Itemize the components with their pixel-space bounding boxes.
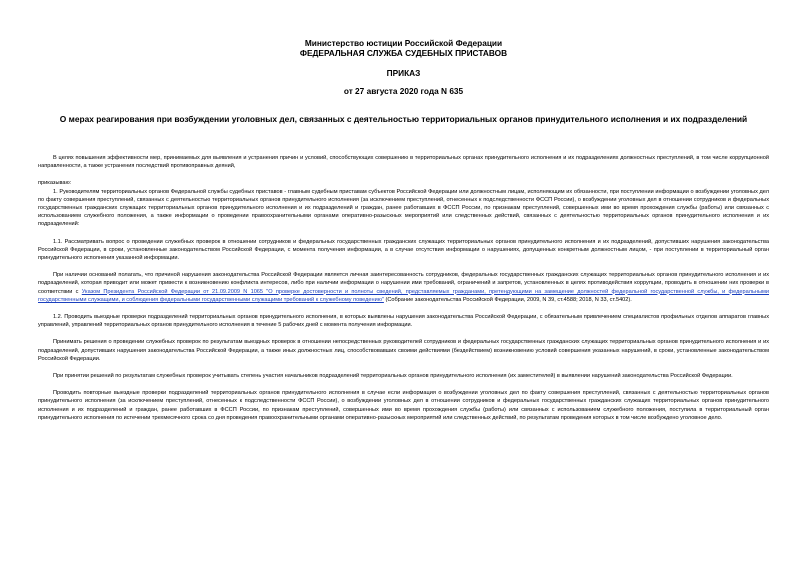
paragraph-1-2-repeat-checks: Проводить повторные выездные проверки подразделений территориальных органов принудительного исполнения в случае если информация о возбуждении уголовных дел по факту совершения преступлений, связанных с деятельностью территориальных органов принудительного исполнения (за исключением преступлений, отнесенных к подследственности ФССП России), о возбуждении уголовных дел в отношении сотрудников и федеральных государственных гражданских служащих территориальных органов принудительного исполнения и их подразделений и граждан, ранее работавших в ФССП России, по признакам преступлений, совершенных ими во время прохождения службы (работы) или связанных с использованием служебного положения, поступила в территориальный орган принудительного исполнения по истечении трехмесячного срока со дня проведения правоохранительными органами оперативно-разыскных мероприятий или следственных действий, по результатам проведения которых в том числе возбуждено уголовное дело.	[38, 390, 769, 421]
paragraph-1: 1. Руководителям территориальных органов Федеральной службы судебных приставов - главным судебным приставам субъектов Российской Федерации или должностным лицам, исполняющим их обязанности, при поступлении информации о возбуждении уголовных дел по факту совершения преступлений, связанных с деятельностью территориальных органов принудительного исполнения (за исключением преступлений, отнесенных к подследственности ФССП России), о возбуждении уголовных дел в отношении сотрудников и федеральных государственных гражданских служащих территориальных органов принудительного исполнения и их подразделений и граждан, ранее работавших в ФССП России, по признакам преступлений, совершенных ими во время прохождения службы (работы) или связанных с использованием служебного положения, а также информации о проведении правоохранительными органами оперативно-разыскных мероприятий или следственных действий, связанных с деятельностью территориальных органов принудительного исполнения и их подразделений:	[38, 188, 769, 228]
paragraph-1-2: 1.2. Проводить выездные проверки подразделений территориальных органов принудительного исполнения, в которых выявлены нарушения законодательства Российской Федерации, с обязательным привлечением специалистов профильных отделов аппаратов главных управлений, управлений территориальных органов принудительного исполнения в течение 5 рабочих дней с момента получения информации.	[38, 314, 769, 329]
ministry-name: Министерство юстиции Российской Федерации	[304, 38, 503, 48]
paragraph-1-1: 1.1. Рассматривать вопрос о проведении служебных проверок в отношении сотрудников и федеральных государственных гражданских служащих территориальных органов принудительного исполнения и их подразделений, допустивших нарушения законодательства Российской Федерации, в сроки, установленные законодательством Российской Федерации, с момента получения информации, а в случае отсутствия информации о нарушениях, допущенных конкретным должностным лицом, - при поступлении в территориальный орган принудительного исполнения указанной информации.	[38, 238, 769, 262]
document-title: О мерах реагирования при возбуждении уголовных дел, связанных с деятельностью территориальных органов принудительного исполнения и их подразделений	[59, 114, 748, 124]
document-type: ПРИКАЗ	[386, 68, 421, 78]
service-name: ФЕДЕРАЛЬНАЯ СЛУЖБА СУДЕБНЫХ ПРИСТАВОВ	[299, 48, 508, 58]
order-word: приказываю:	[38, 180, 72, 187]
paragraph-1-2-participation: При принятии решений по результатам служебных проверок учитывать степень участия начальников подразделений территориальных органов принудительного исполнения (их заместителей) в выявлении нарушений законодательства Российской Федерации.	[53, 373, 733, 380]
document-date-number: от 27 августа 2020 года N 635	[343, 86, 464, 96]
document-body	[38, 154, 769, 430]
paragraph-text: (Собрание законодательства Российской Федерации, 2009, N 39, ст.4588; 2018, N 33, ст.5402).	[385, 296, 632, 303]
paragraph-1-2-decisions: Принимать решения о проведении служебных проверок по результатам выездных проверок в отношении непосредственных руководителей сотрудников и федеральных государственных гражданских служащих территориальных органов принудительного исполнения и их подразделений, допустивших нарушения законодательства Российской Федерации, а также иных должностных лиц, способствовавших своими действиями (бездействием) возникновению условий совершения указанных нарушений, в сроки, установленные законодательством Российской Федерации.	[38, 339, 769, 362]
preamble-paragraph: В целях повышения эффективности мер, принимаемых для выявления и устранения причин и условий, способствующих совершению в территориальных органах принудительного исполнения и их подразделениях должностных преступлений, в том числе коррупционной направленности, а также устранения последствий противоправных деяний,	[38, 155, 769, 170]
decree-link[interactable]: Указом Президента Российской Федерации от 21.09.2009 N 1065 "О проверке достоверности и полноты сведений, представляемых гражданами, претендующими на замещение должностей федеральной государственной службы, и федеральными государственными служащими, и соблюдения федеральными государственными служащими требований к служебному поведению"	[38, 288, 769, 303]
paragraph-text: При наличии оснований полагать, что причиной нарушения законодательства Российской Федерации является личная заинтересованность сотрудников, федеральных государственных гражданских служащих территориальных органов принудительного исполнения и их подразделений, которая приводит или может привести к возникновению конфликта интересов, либо при наличии информации о нарушении ими требований, ограничений и запретов, установленных в целях противодействия коррупции, проводить в отношении них проверки в соответствии с	[38, 272, 769, 295]
paragraph-1-1-conflict	[38, 271, 769, 304]
